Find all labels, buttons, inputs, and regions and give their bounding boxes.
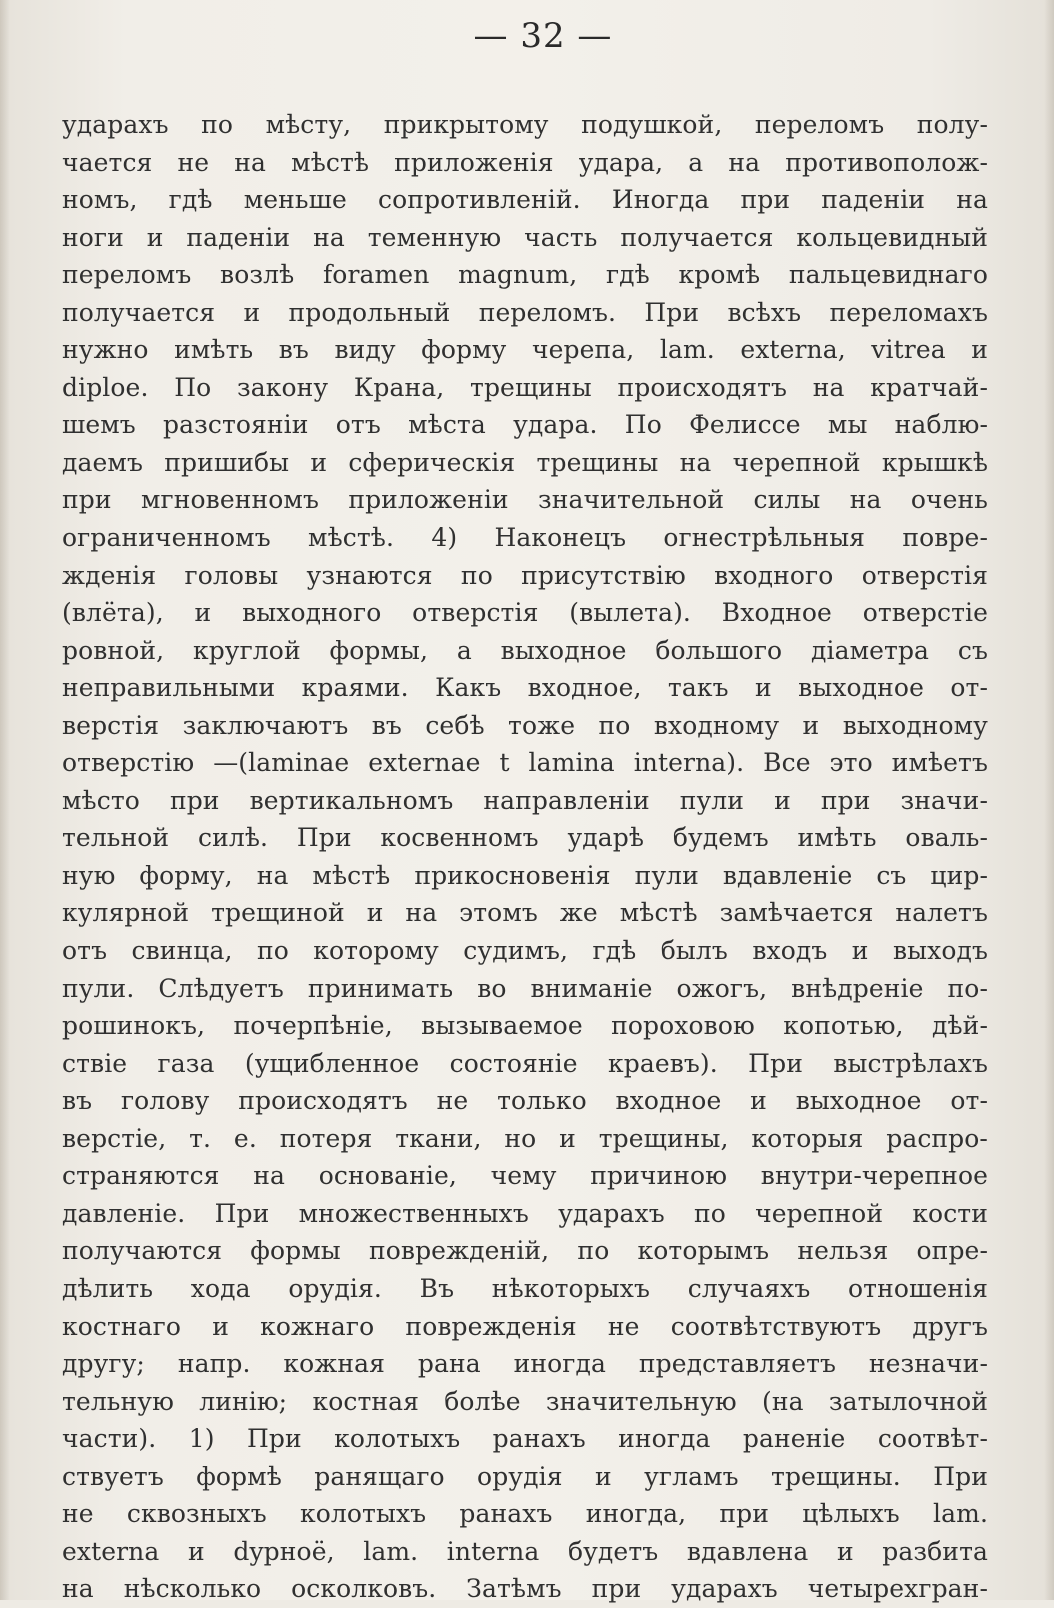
text-line: ровной, круглой формы, а выходное большого діаметра съ: [62, 635, 988, 665]
text-line: даемъ пришибы и сферическія трещины на черепной крышкѣ: [62, 447, 988, 477]
text-line: пули. Слѣдуетъ принимать во вниманіе ожогъ, внѣдреніе по-: [62, 973, 988, 1003]
page-edge-shadow-left: [0, 0, 10, 1600]
text-line: неправильными краями. Какъ входное, такъ и выходное от-: [62, 673, 988, 703]
text-line: другу; напр. кожная рана иногда представляетъ незначи-: [62, 1349, 988, 1379]
text-line: отъ свинца, по которому судимъ, гдѣ былъ входъ и выходъ: [62, 936, 988, 966]
text-line: верстія заключаютъ въ себѣ тоже по входному и выходному: [62, 710, 988, 740]
text-line: тельную линію; костная болѣе значительную (на затылочной: [62, 1386, 988, 1416]
text-line: получаются формы поврежденій, по которымъ нельзя опре-: [62, 1236, 988, 1266]
text-line: тельной силѣ. При косвенномъ ударѣ будемъ имѣть оваль-: [62, 823, 988, 853]
text-line: ноги и паденіи на теменную часть получается кольцевидный: [62, 222, 988, 252]
text-line: при мгновенномъ приложеніи значительной силы на очень: [62, 485, 988, 515]
text-line: костнаго и кожнаго поврежденія не соотвѣтствуютъ другъ: [62, 1311, 988, 1341]
text-line: diploe. По закону Крана, трещины происходятъ на кратчай-: [62, 372, 988, 402]
text-line: давленіе. При множественныхъ ударахъ по черепной кости: [62, 1198, 988, 1228]
text-line: въ голову происходятъ не только входное и выходное от-: [62, 1086, 988, 1116]
text-line: ную форму, на мѣстѣ прикосновенія пули вдавленіе съ цир-: [62, 860, 988, 890]
text-line: ствіе газа (ущибленное состояніе краевъ). При выстрѣлахъ: [62, 1048, 988, 1078]
text-line: получается и продольный переломъ. При всѣхъ переломахъ: [62, 297, 988, 327]
text-line: дѣлить хода орудія. Въ нѣкоторыхъ случаяхъ отношенія: [62, 1273, 988, 1303]
text-line: на нѣсколько осколковъ. Затѣмъ при ударахъ четырехгран-: [62, 1574, 988, 1604]
text-line: верстіе, т. е. потеря ткани, но и трещины, которыя распро-: [62, 1123, 988, 1153]
text-line: чается не на мѣстѣ приложенія удара, а на противополож-: [62, 147, 988, 177]
text-line: жденія головы узнаются по присутствію входного отверстія: [62, 560, 988, 590]
text-line: нужно имѣть въ виду форму черепа, lam. externa, vitrea и: [62, 335, 988, 365]
text-line: (влёта), и выходного отверстія (вылета). Входное отверстіе: [62, 598, 988, 628]
text-line: externa и dyрноё, lam. interna будетъ вдавлена и разбита: [62, 1536, 988, 1566]
page-number: — 32 —: [473, 16, 613, 56]
text-line: части). 1) При колотыхъ ранахъ иногда раненіе соотвѣт-: [62, 1424, 988, 1454]
text-line: ударахъ по мѣсту, прикрытому подушкой, переломъ полу-: [62, 110, 988, 139]
page-body-text: [62, 106, 988, 1608]
text-line: кулярной трещиной и на этомъ же мѣстѣ замѣчается налетъ: [62, 898, 988, 928]
text-line: отверстію —(laminae externae t lamina interna). Все это имѣетъ: [62, 748, 988, 778]
page-edge-shadow-right: [1044, 0, 1054, 1600]
text-line: мѣсто при вертикальномъ направленіи пули и при значи-: [62, 785, 988, 815]
text-line: рошинокъ, почерпѣніе, вызываемое пороховою копотью, дѣй-: [62, 1011, 988, 1041]
text-line: ограниченномъ мѣстѣ. 4) Наконецъ огнестрѣльныя повре-: [62, 523, 988, 553]
text-line: страняются на основаніе, чему причиною внутри-черепное: [62, 1161, 988, 1191]
text-line: не сквозныхъ колотыхъ ранахъ иногда, при цѣлыхъ lam.: [62, 1499, 988, 1529]
text-line: ствуетъ формѣ ранящаго орудія и угламъ трещины. При: [62, 1461, 988, 1491]
text-line: переломъ возлѣ foramen magnum, гдѣ кромѣ пальцевиднаго: [62, 260, 988, 290]
text-line: номъ, гдѣ меньше сопротивленій. Иногда при паденіи на: [62, 185, 988, 215]
text-line: шемъ разстояніи отъ мѣста удара. По Фелиссе мы наблю-: [62, 410, 988, 440]
